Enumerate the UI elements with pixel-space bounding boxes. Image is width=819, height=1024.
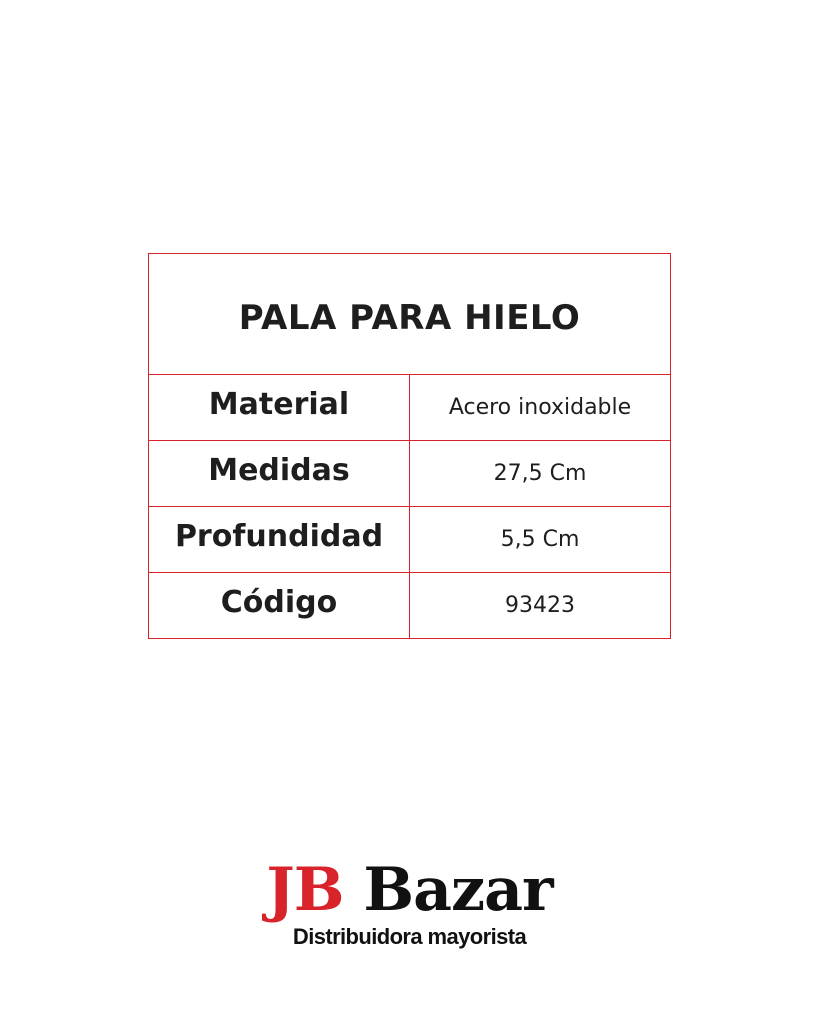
brand-tagline: Distribuidora mayorista <box>292 924 527 949</box>
spec-value-medidas: 27,5 Cm <box>410 441 671 507</box>
title-row <box>149 254 671 375</box>
spec-label-profundidad: Profundidad <box>174 519 384 554</box>
brand-logo-name: Bazar <box>363 855 553 925</box>
spec-row-codigo <box>149 573 671 639</box>
brand-logo <box>0 855 819 925</box>
spec-row-profundidad <box>149 507 671 573</box>
spec-label-material: Material <box>208 387 350 422</box>
spec-row-medidas <box>149 441 671 507</box>
product-title: PALA PARA HIELO <box>238 298 581 338</box>
spec-value-material: Acero inoxidable <box>410 375 671 441</box>
brand-logo-wordmark <box>266 855 552 925</box>
spec-label-cell <box>149 507 410 573</box>
spec-value-codigo: 93423 <box>410 573 671 639</box>
spec-label-cell <box>149 375 410 441</box>
spec-table <box>148 253 671 639</box>
spec-label-cell <box>149 573 410 639</box>
spec-label-cell <box>149 441 410 507</box>
spec-label-codigo: Código <box>220 585 338 620</box>
spec-row-material <box>149 375 671 441</box>
brand-logo-jb: JB <box>266 855 344 925</box>
spec-value-profundidad: 5,5 Cm <box>410 507 671 573</box>
spec-label-medidas: Medidas <box>208 453 350 488</box>
product-title-cell <box>149 254 671 375</box>
